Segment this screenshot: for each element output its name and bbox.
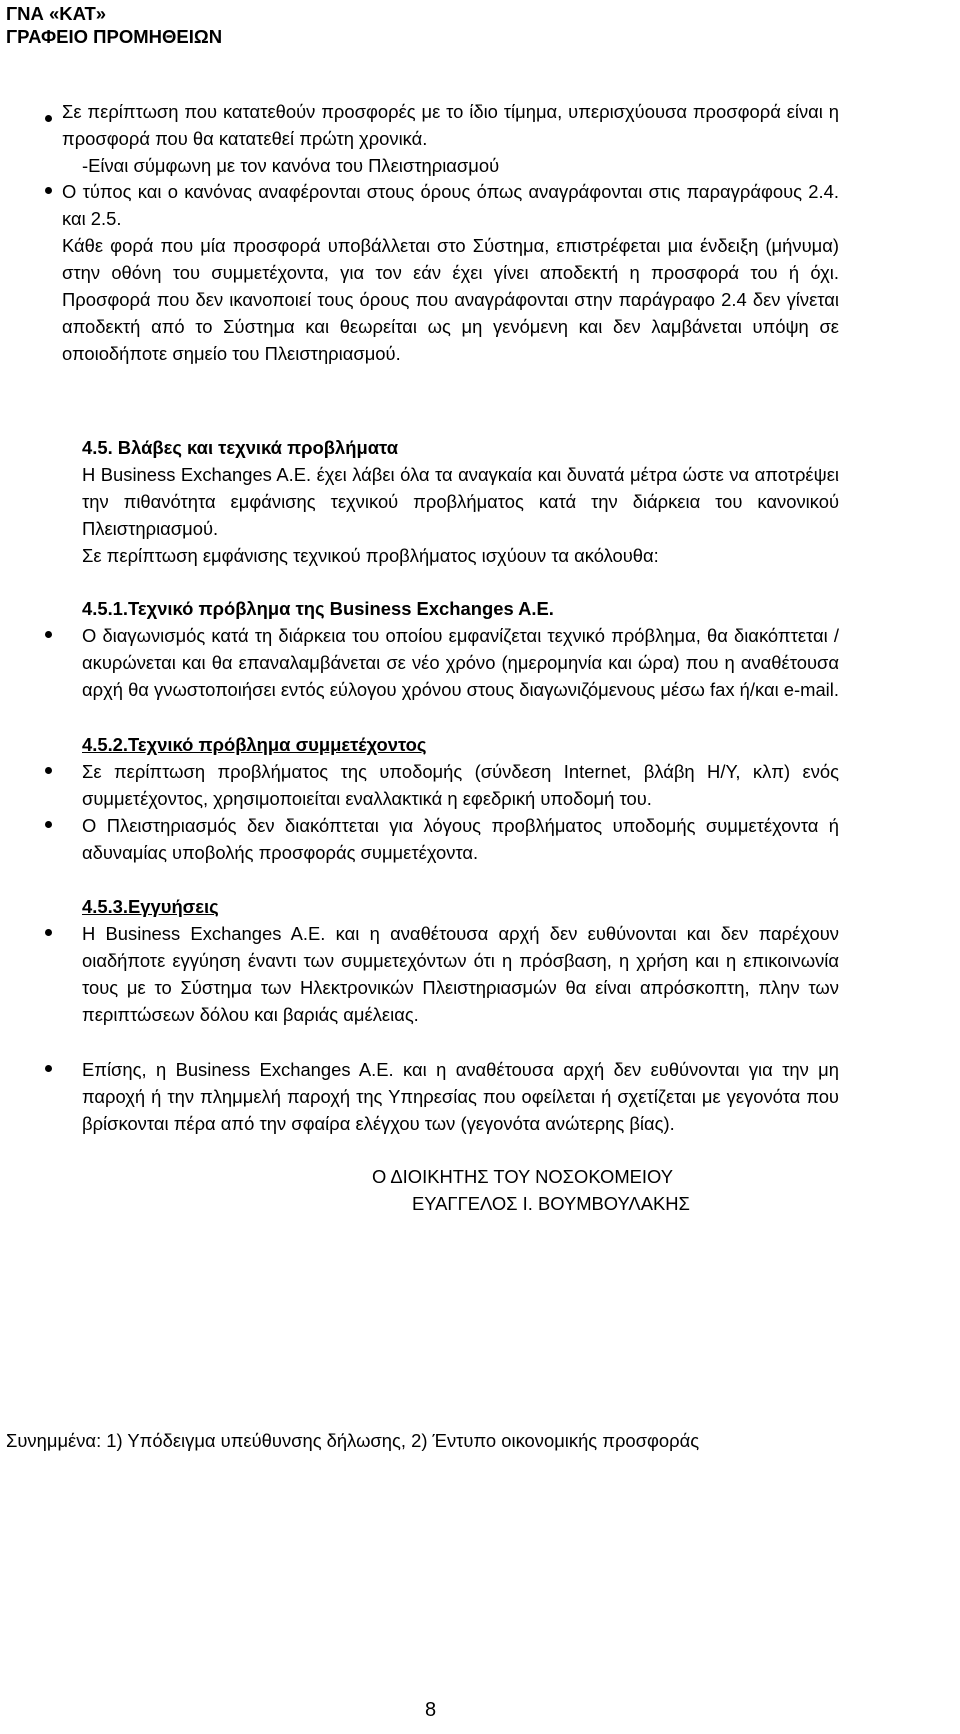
bullet-icon [45, 929, 52, 936]
heading-4-5-3: 4.5.3.Εγγυήσεις [82, 896, 219, 917]
header-department: ΓΡΑΦΕΙΟ ΠΡΟΜΗΘΕΙΩΝ [6, 26, 223, 47]
page-number: 8 [425, 1699, 437, 1721]
bullet-icon [45, 821, 52, 828]
bullet-icon [45, 187, 52, 194]
paragraph-4-5-1: Ο διαγωνισμός κατά τη διάρκεια του οποίου εμφανίζεται τεχνικό πρόβλημα, θα διακόπτεται /ακυρώνεται και θα επαναλαμβάνεται σε νέο χρόνο (ημερομηνία και ώρα) που η αναθέτουσα αρχή θα γνωστοποιήσει εντός εύλογου χρόνου στους διαγωνιζόμενους μέσω fax ή/και e-mail. [82, 625, 839, 700]
paragraph-auction-rule: -Είναι σύμφωνη με τον κανόνα του Πλειστηριασμού [82, 155, 500, 176]
paragraph-4-5-followup: Σε περίπτωση εμφάνισης τεχνικού προβλήματος ισχύουν τα ακόλουθα: [82, 545, 659, 566]
bullet-icon [45, 115, 52, 122]
bullet-icon [45, 631, 52, 638]
bullet-icon [45, 1065, 52, 1072]
paragraph-4-5-3-warranty: Η Business Exchanges A.E. και η αναθέτουσα αρχή δεν ευθύνονται και δεν παρέχουν οιαδήποτε εγγύηση έναντι των συμμετεχόντων ότι η πρόσβαση, η χρήση και η επικοινωνία τους με το Σύστημα των Ηλεκτρονικών Πλειστηριασμών θα είναι απρόσκοπτη, πλην των περιπτώσεων δόλου και βαριάς αμέλειας. [82, 923, 839, 1025]
paragraph-4-5-3-force-majeure: Επίσης, η Business Exchanges A.E. και η αναθέτουσα αρχή δεν ευθύνονται για την μη παροχή ή την πλημμελή παροχή της Υπηρεσίας που οφείλεται ή σχετίζεται με γεγονότα που βρίσκονται πέρα από την σφαίρα ελέγχου των (γεγονότα ανώτερης βίας). [82, 1059, 839, 1134]
signature-name: ΕΥΑΓΓΕΛΟΣ Ι. ΒΟΥΜΒΟΥΛΑΚΗΣ [412, 1193, 690, 1214]
signature-title: Ο ΔΙΟΙΚΗΤΗΣ ΤΟΥ ΝΟΣΟΚΟΜΕΙΟΥ [372, 1166, 674, 1187]
paragraph-4-5-2-no-interrupt: Ο Πλειστηριασμός δεν διακόπτεται για λόγους προβλήματος υποδομής συμμετέχοντα ή αδυναμίας υποβολής προσφοράς συμμετέχοντα. [82, 815, 839, 863]
heading-4-5-2: 4.5.2.Τεχνικό πρόβλημα συμμετέχοντος [82, 734, 427, 755]
heading-4-5-1: 4.5.1.Τεχνικό πρόβλημα της Business Exchanges A.E. [82, 598, 554, 619]
paragraph-4-5-intro: Η Business Exchanges A.E. έχει λάβει όλα τα αναγκαία και δυνατά μέτρα ώστε να αποτρέψει την πιθανότητα εμφάνισης τεχνικού προβλήματος κατά την διάρκεια του κανονικού Πλειστηριασμού. [82, 464, 839, 539]
paragraph-bid-submission: Κάθε φορά που μία προσφορά υποβάλλεται στο Σύστημα, επιστρέφεται μια ένδειξη (μήνυμα) στην οθόνη του συμμετέχοντα, για τον εάν έχει γίνει αποδεκτή η προσφορά του ή όχι. Προσφορά που δεν ικανοποιεί τους όρους που αναγράφονται στην παράγραφο 2.4 δεν γίνεται αποδεκτή από το Σύστημα και θεωρείται ως μη γενόμενη και δεν λαμβάνεται υπόψη σε οποιοδήποτε σημείο του Πλειστηριασμού. [62, 235, 839, 364]
bullet-icon [45, 767, 52, 774]
attachments-line: Συνημμένα: 1) Υπόδειγμα υπεύθυνσης δήλωσης, 2) Έντυπο οικονομικής προσφοράς [6, 1430, 700, 1451]
document-header [6, 2, 222, 48]
paragraph-equal-bids: Σε περίπτωση που κατατεθούν προσφορές με το ίδιο τίμημα, υπερισχύουσα προσφορά είναι η προσφορά που θα κατατεθεί πρώτη χρονικά. [62, 101, 839, 149]
paragraph-4-5-2-infrastructure: Σε περίπτωση προβλήματος της υποδομής (σύνδεση Internet, βλάβη Η/Υ, κλπ) ενός συμμετέχοντος, χρησιμοποιείται εναλλακτικά η εφεδρική υποδομή του. [82, 761, 839, 809]
header-organization: ΓΝΑ «ΚΑΤ» [6, 3, 107, 24]
paragraph-type-rule: Ο τύπος και ο κανόνας αναφέρονται στους όρους όπως αναγράφονται στις παραγράφους 2.4. και 2.5. [62, 181, 839, 229]
heading-4-5: 4.5. Βλάβες και τεχνικά προβλήματα [82, 437, 399, 458]
